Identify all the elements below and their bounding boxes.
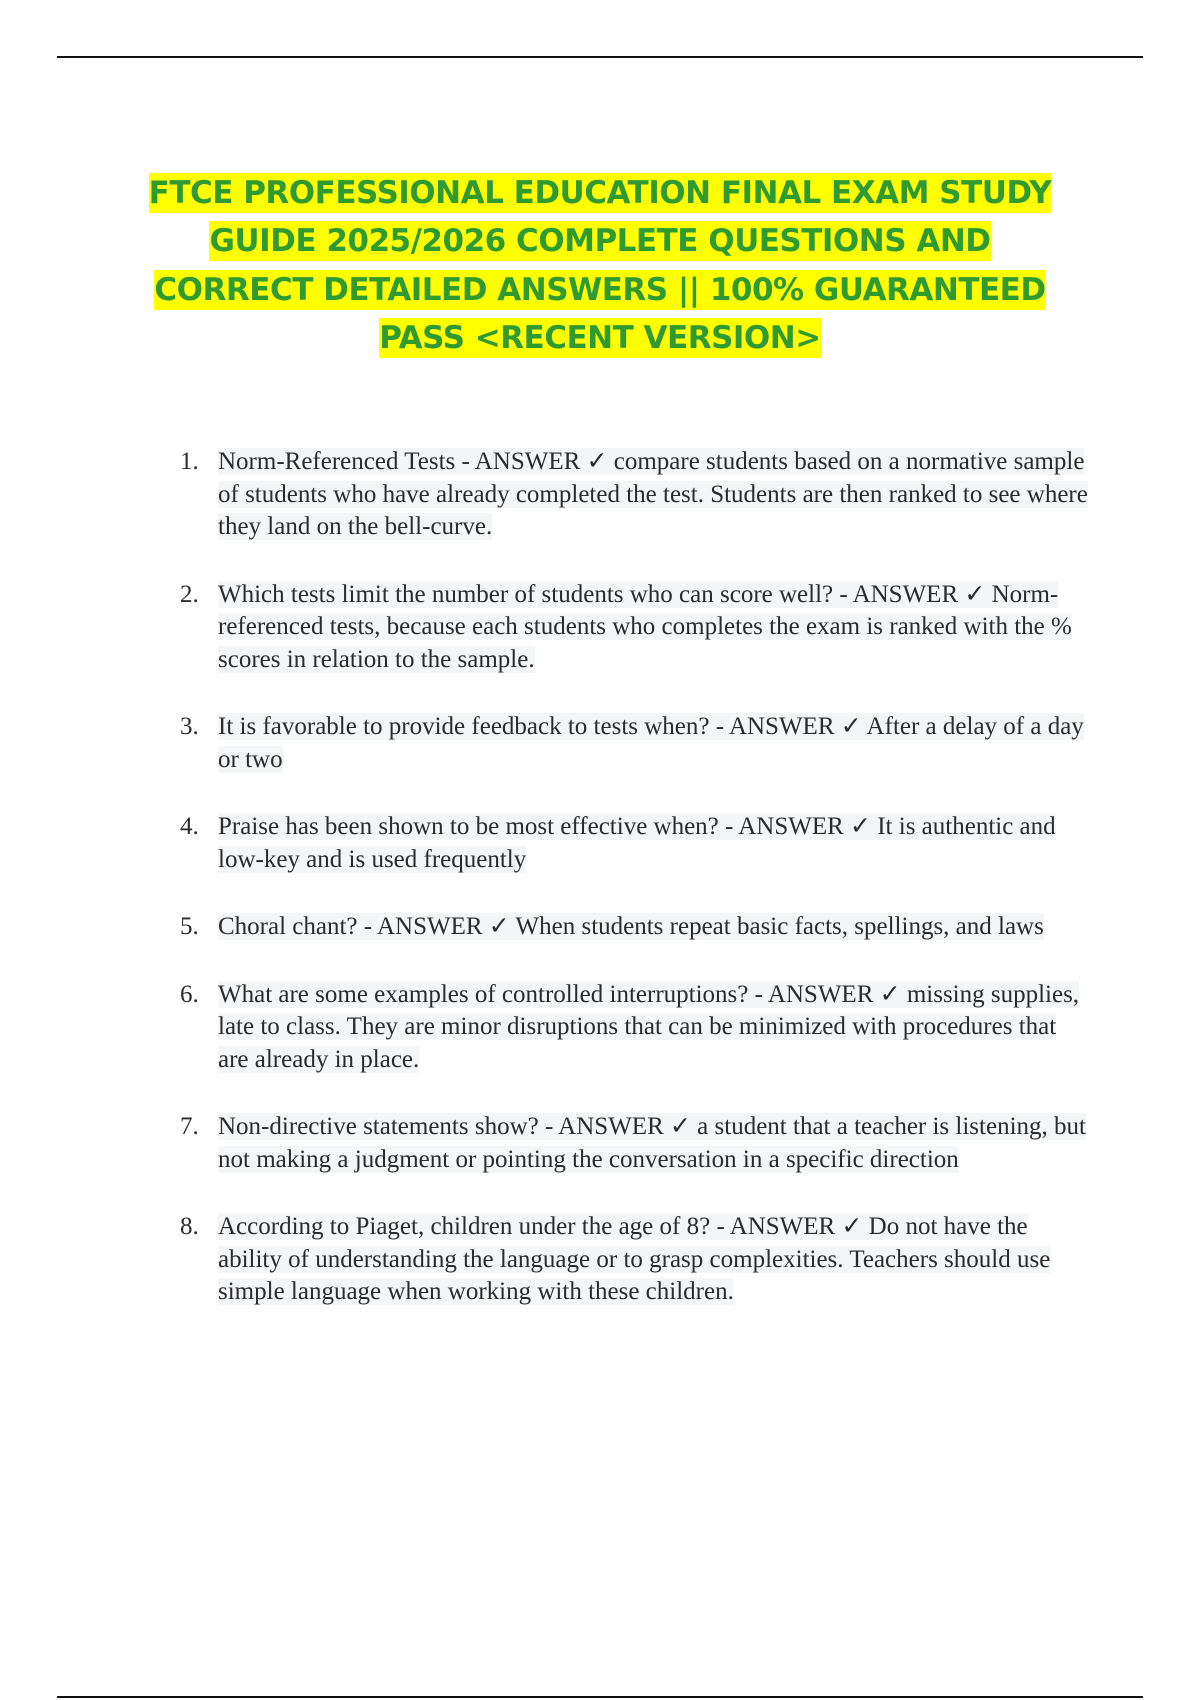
item-number: 6. xyxy=(180,980,199,1008)
item-number: 3. xyxy=(180,713,199,740)
list-item xyxy=(180,446,1090,544)
item-number: 5. xyxy=(180,913,199,940)
item-text: Praise has been shown to be most effective when? - ANSWER ✓ It is authentic and low-key and is used frequently xyxy=(218,813,1056,873)
list-item xyxy=(180,911,1090,944)
list-item xyxy=(180,711,1090,776)
document-title xyxy=(140,169,1060,363)
list-item xyxy=(180,1111,1090,1176)
item-number: 2. xyxy=(180,580,199,608)
item-number: 8. xyxy=(180,1213,199,1240)
qa-list xyxy=(180,446,1090,1344)
item-text: Non-directive statements show? - ANSWER ✓ a student that a teacher is listening, but not making a judgment or pointing the conversation in a specific direction xyxy=(218,1113,1086,1173)
item-text: Which tests limit the number of students who can score well? - ANSWER ✓ Norm-referenced tests, because each students who completes the exam is ranked with the % scores in relation to the sample. xyxy=(218,580,1072,673)
document-title-text: FTCE PROFESSIONAL EDUCATION FINAL EXAM STUDY GUIDE 2025/2026 COMPLETE QUESTIONS AND CORRECT DETAILED ANSWERS || 100% GUARANTEED PASS <RECENT VERSION> xyxy=(148,174,1052,357)
list-item xyxy=(180,979,1090,1077)
list-item xyxy=(180,811,1090,876)
item-number: 1. xyxy=(180,448,199,475)
list-item xyxy=(180,1211,1090,1309)
item-text: It is favorable to provide feedback to tests when? - ANSWER ✓ After a delay of a day or two xyxy=(218,713,1084,773)
top-divider xyxy=(57,56,1143,58)
item-text: Norm-Referenced Tests - ANSWER ✓ compare students based on a normative sample of students who have already completed the test. Students are then ranked to see where they land on the bell-curve. xyxy=(218,448,1088,540)
item-number: 4. xyxy=(180,813,199,840)
item-text: What are some examples of controlled interruptions? - ANSWER ✓ missing supplies, late to class. They are minor disruptions that can be minimized with procedures that are already in place. xyxy=(218,980,1080,1073)
bottom-divider xyxy=(57,1696,1143,1698)
item-text: Choral chant? - ANSWER ✓ When students repeat basic facts, spellings, and laws xyxy=(218,913,1044,940)
item-number: 7. xyxy=(180,1113,199,1140)
item-text: According to Piaget, children under the age of 8? - ANSWER ✓ Do not have the ability of understanding the language or to grasp complexities. Teachers should use simple language when working with these children. xyxy=(218,1213,1051,1305)
list-item xyxy=(180,579,1090,677)
